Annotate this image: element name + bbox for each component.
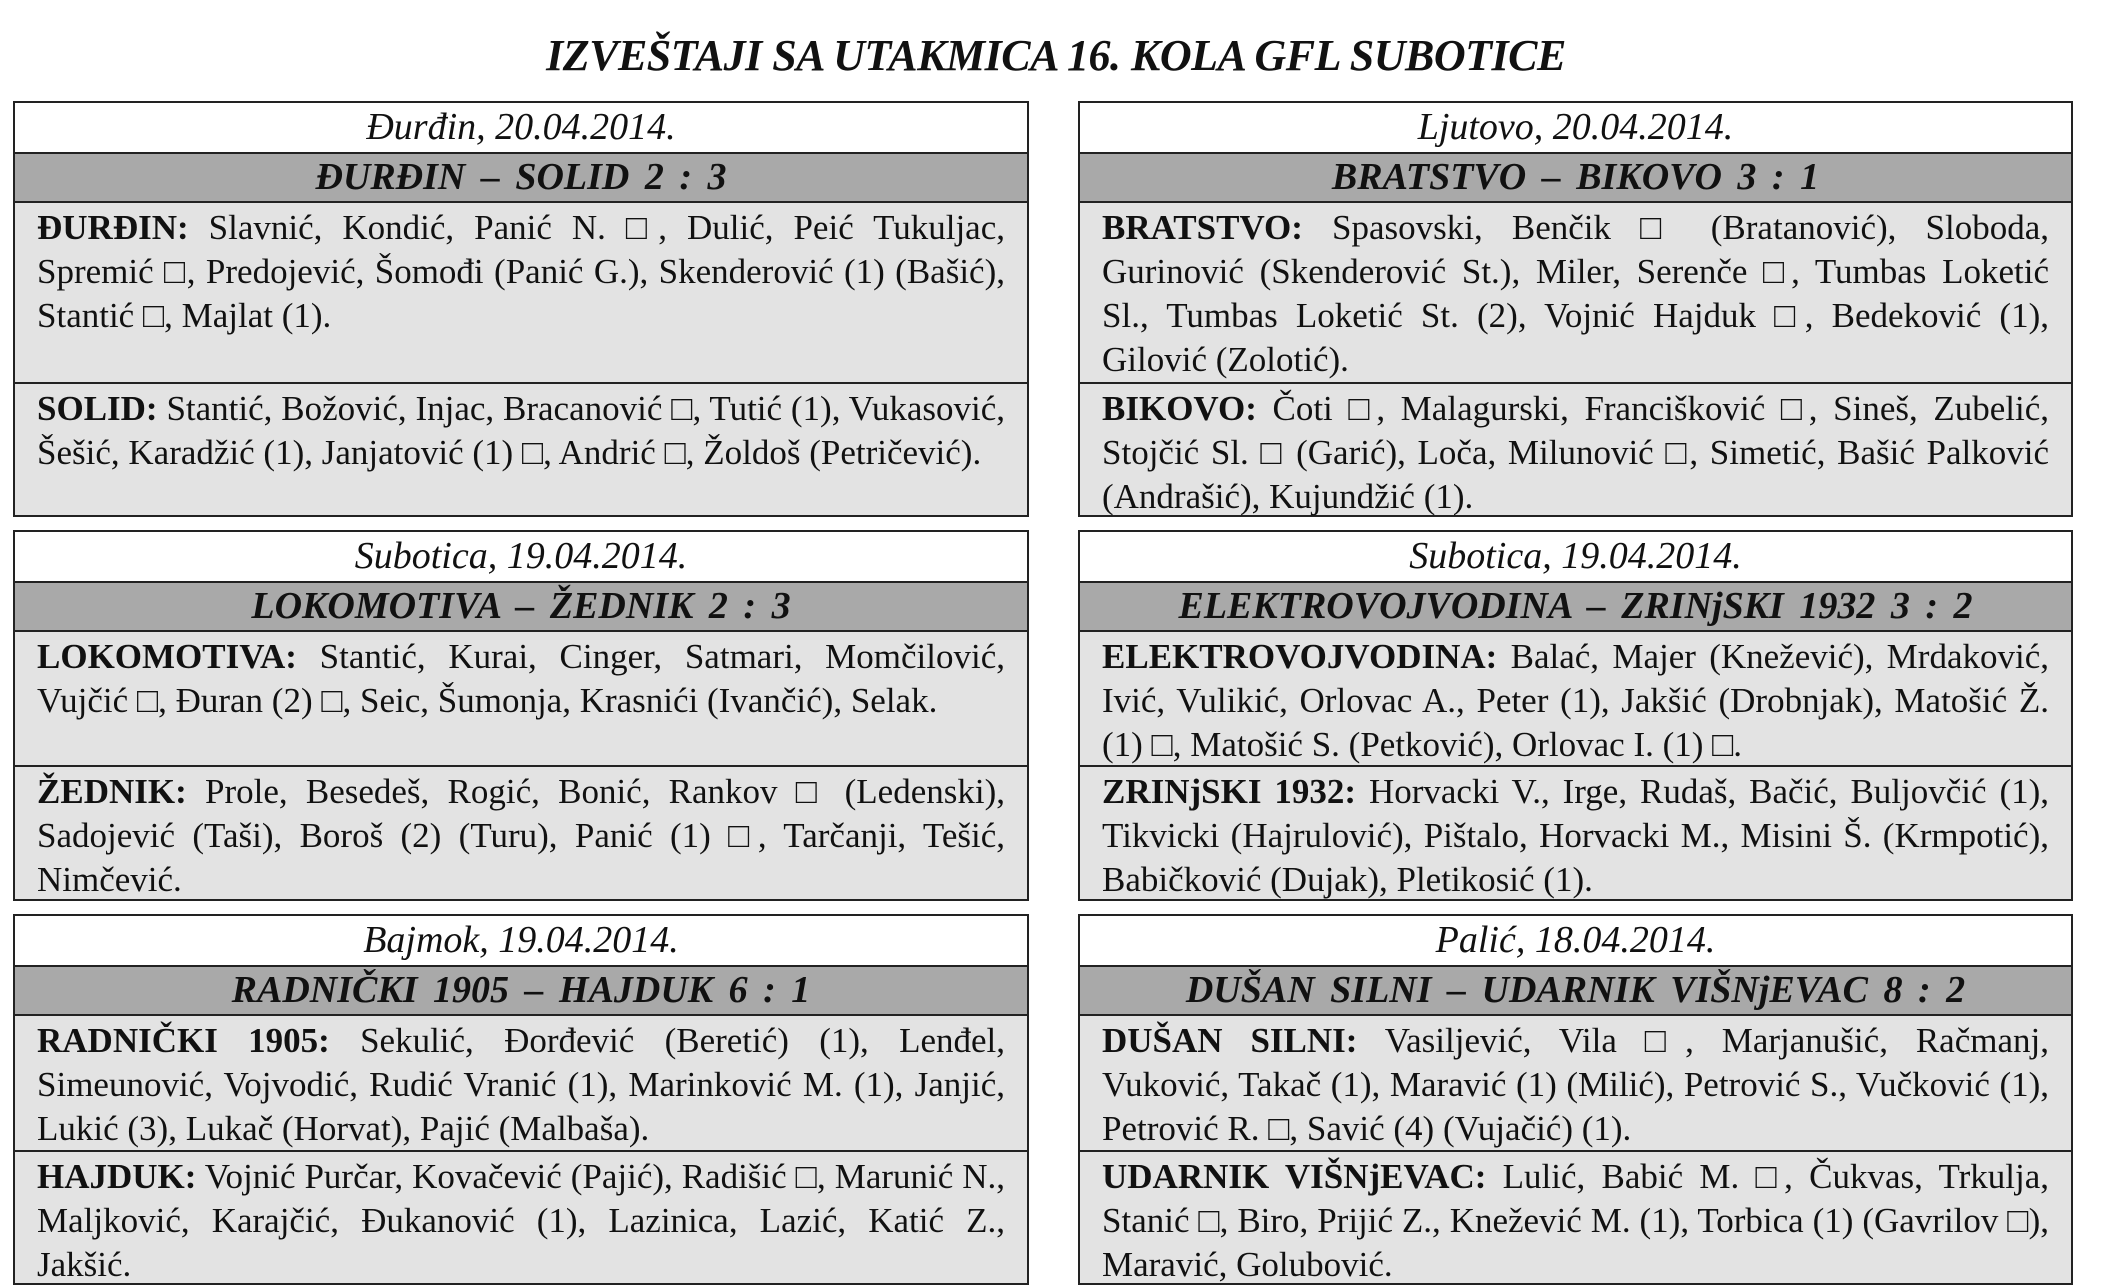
team-players: Balać, Majer (Knežević), Mrdaković, Ivić, Vulikić, Orlovac A., Peter (1), Jakšić (Drobnjak), Matošić Ž. (1) □, Matošić S. (Petković), Orlovac I. (1) □. [1102, 637, 2049, 764]
team-name: BRATSTVO: [1102, 208, 1303, 247]
team-name: BIKOVO: [1102, 389, 1257, 428]
match-report [1078, 101, 2073, 517]
match-report [1078, 914, 2073, 1285]
team-lineup [1080, 203, 2071, 382]
match-report [13, 914, 1029, 1285]
team-name: DUŠAN SILNI: [1102, 1021, 1358, 1060]
match-date: Palić, 18.04.2014. [1080, 916, 2071, 967]
team-name: ZRINjSKI 1932: [1102, 772, 1357, 811]
match-score: DUŠAN SILNI – UDARNIK VIŠNjEVAC 8 : 2 [1080, 967, 2071, 1016]
team-lineup [1080, 632, 2071, 765]
team-name: LOKOMOTIVA: [37, 637, 297, 676]
team-name: ĐURĐIN: [37, 208, 189, 247]
match-date: Subotica, 19.04.2014. [1080, 532, 2071, 583]
match-score: LOKOMOTIVA – ŽEDNIK 2 : 3 [15, 583, 1027, 632]
team-players: Vasiljević, Vila □, Marjanušić, Račmanj, Vuković, Takač (1), Maravić (1) (Milić), Petrović S., Vučković (1), Petrović R. □, Savić (4) (Vujačić) (1). [1102, 1021, 2049, 1148]
page-title: IZVEŠTAJI SA UTAKMICA 16. KOLA GFL SUBOTICE [546, 31, 1566, 80]
team-name: HAJDUK: [37, 1157, 197, 1196]
team-players: Horvacki V., Irge, Rudaš, Bačić, Buljovčić (1), Tikvicki (Hajrulović), Pištalo, Horvacki M., Misini Š. (Krmpotić), Babičković (Dujak), Pletikosić (1). [1102, 772, 2050, 899]
team-lineup [15, 1016, 1027, 1150]
team-players: Spasovski, Benčik □ (Bratanović), Sloboda, Gurinović (Skenderović St.), Miler, Serenče □, Tumbas Loketić Sl., Tumbas Loketić St. (2), Vojnić Hajduk □, Bedeković (1), Gilović (Zolotić). [1102, 208, 2049, 379]
team-lineup [15, 632, 1027, 765]
match-score: BRATSTVO – BIKOVO 3 : 1 [1080, 154, 2071, 203]
match-report [1078, 530, 2073, 901]
team-lineup [15, 1150, 1027, 1285]
team-players: Lulić, Babić M. □, Čukvas, Trkulja, Stanić □, Biro, Prijić Z., Knežević M. (1), Torbica (1) (Gavrilov □), Maravić, Golubović. [1102, 1157, 2049, 1284]
team-lineup [15, 765, 1027, 901]
match-date: Ljutovo, 20.04.2014. [1080, 103, 2071, 154]
match-date: Bajmok, 19.04.2014. [15, 916, 1027, 967]
match-score: ELEKTROVOJVODINA – ZRINjSKI 1932 3 : 2 [1080, 583, 2071, 632]
team-lineup [1080, 1150, 2071, 1285]
match-score: ĐURĐIN – SOLID 2 : 3 [15, 154, 1027, 203]
team-name: SOLID: [37, 389, 158, 428]
team-name: ELEKTROVOJVODINA: [1102, 637, 1498, 676]
team-players: Sekulić, Đorđević (Beretić) (1), Lenđel, Simeunović, Vojvodić, Rudić Vranić (1), Marinković M. (1), Janjić, Lukić (3), Lukač (Horvat), Pajić (Malbaša). [37, 1021, 1005, 1148]
team-lineup [1080, 1016, 2071, 1150]
team-lineup [1080, 765, 2071, 901]
match-score: RADNIČKI 1905 – HAJDUK 6 : 1 [15, 967, 1027, 1016]
match-report [13, 530, 1029, 901]
team-players: Slavnić, Kondić, Panić N. □, Dulić, Peić Tukuljac, Spremić □, Predojević, Šomođi (Panić G.), Skenderović (1) (Bašić), Stantić □, Majlat (1). [37, 208, 1005, 335]
team-players: Čoti □, Malagurski, Francišković □, Sineš, Zubelić, Stojčić Sl. □ (Garić), Loča, Milunović □, Simetić, Bašić Palković (Andrašić), Kujundžić (1). [1102, 389, 2049, 516]
team-lineup [1080, 382, 2071, 517]
team-players: Stantić, Božović, Injac, Bracanović □, Tutić (1), Vukasović, Šešić, Karadžić (1), Janjatović (1) □, Andrić □, Žoldoš (Petričević). [37, 389, 1005, 472]
team-players: Stantić, Kurai, Cinger, Satmari, Momčilović, Vujčić □, Đuran (2) □, Seic, Šumonja, Krasnići (Ivančić), Selak. [37, 637, 1006, 720]
team-lineup [15, 203, 1027, 382]
team-players: Prole, Besedeš, Rogić, Bonić, Rankov □ (Ledenski), Sadojević (Taši), Boroš (2) (Turu), Panić (1) □, Tarčanji, Tešić, Nimčević. [37, 772, 1005, 899]
match-date: Đurđin, 20.04.2014. [15, 103, 1027, 154]
team-name: UDARNIK VIŠNjEVAC: [1102, 1157, 1487, 1196]
team-name: ŽEDNIK: [37, 772, 187, 811]
team-lineup [15, 382, 1027, 517]
team-name: RADNIČKI 1905: [37, 1021, 330, 1060]
team-players: Vojnić Purčar, Kovačević (Pajić), Radišić □, Marunić N., Maljković, Karajčić, Đukanović (1), Lazinica, Lazić, Katić Z., Jakšić. [37, 1157, 1005, 1284]
match-date: Subotica, 19.04.2014. [15, 532, 1027, 583]
match-report [13, 101, 1029, 517]
